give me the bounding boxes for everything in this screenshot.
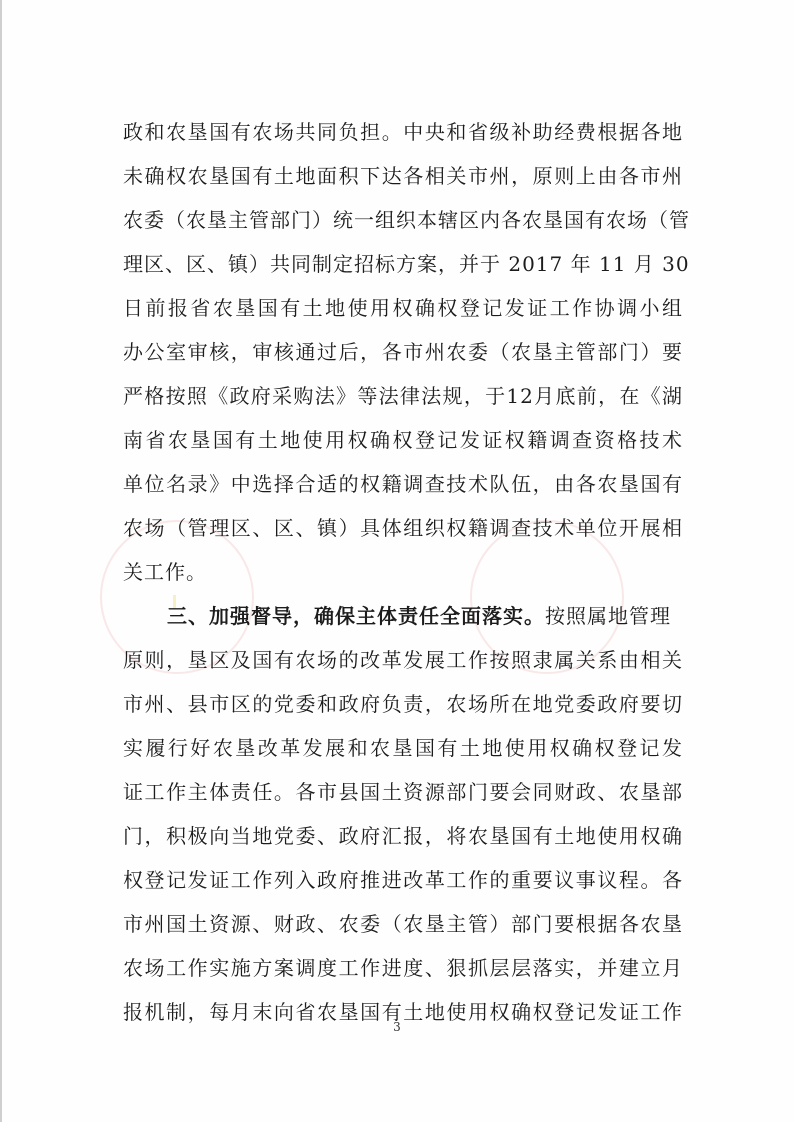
text-line: 原则，垦区及国有农场的改革发展工作按照隶属关系由相关 bbox=[123, 648, 683, 672]
text-line: 农委（农垦主管部门）统一组织本辖区内各农垦国有农场（管 bbox=[123, 208, 690, 232]
text-line: 农场（管理区、区、镇）具体组织权籍调查技术单位开展相 bbox=[123, 516, 683, 540]
text-line: 理区、区、镇）共同制定招标方案，并于 2017 年 11 月 30 bbox=[123, 252, 690, 276]
section-3-first-line-text: 按照属地管理 bbox=[545, 604, 671, 628]
text-line: 实履行好农垦改革发展和农垦国有土地使用权确权登记发 bbox=[123, 736, 683, 760]
text-line: 农场工作实施方案调度工作进度、狠抓层层落实，并建立月 bbox=[123, 956, 683, 980]
text-line: 报机制，每月末向省农垦国有土地使用权确权登记发证工作 bbox=[123, 1000, 683, 1024]
text-line: 日前报省农垦国有土地使用权确权登记发证工作协调小组 bbox=[123, 296, 683, 320]
text-line: 未确权农垦国有土地面积下达各相关市州，原则上由各市州 bbox=[123, 164, 683, 188]
text-line: 权登记发证工作列入政府推进改革工作的重要议事议程。各 bbox=[123, 868, 683, 892]
text-line: 南省农垦国有土地使用权确权登记发证权籍调查资格技术 bbox=[123, 428, 683, 452]
body-text bbox=[123, 110, 690, 1034]
text-line: 严格按照《政府采购法》等法律法规，于12月底前，在《湖 bbox=[123, 384, 683, 408]
section-heading: 三、加强督导，确保主体责任全面落实。 bbox=[167, 604, 545, 628]
text-line: 办公室审核，审核通过后，各市州农委（农垦主管部门）要 bbox=[123, 340, 683, 364]
text-line: 关工作。 bbox=[123, 560, 207, 584]
text-line: 单位名录》中选择合适的权籍调查技术队伍，由各农垦国有 bbox=[123, 472, 683, 496]
text-line: 政和农垦国有农场共同负担。中央和省级补助经费根据各地 bbox=[123, 120, 683, 144]
section-3-first-line bbox=[123, 594, 683, 638]
text-line: 门，积极向当地党委、政府汇报，将农垦国有土地使用权确 bbox=[123, 824, 683, 848]
text-line: 证工作主体责任。各市县国土资源部门要会同财政、农垦部 bbox=[123, 780, 683, 804]
scan-edge bbox=[0, 0, 2, 1122]
text-line: 市州国土资源、财政、农委（农垦主管）部门要根据各农垦 bbox=[123, 912, 683, 936]
text-line: 市州、县市区的党委和政府负责，农场所在地党委政府要切 bbox=[123, 692, 683, 716]
page-number: 3 bbox=[393, 1020, 401, 1034]
